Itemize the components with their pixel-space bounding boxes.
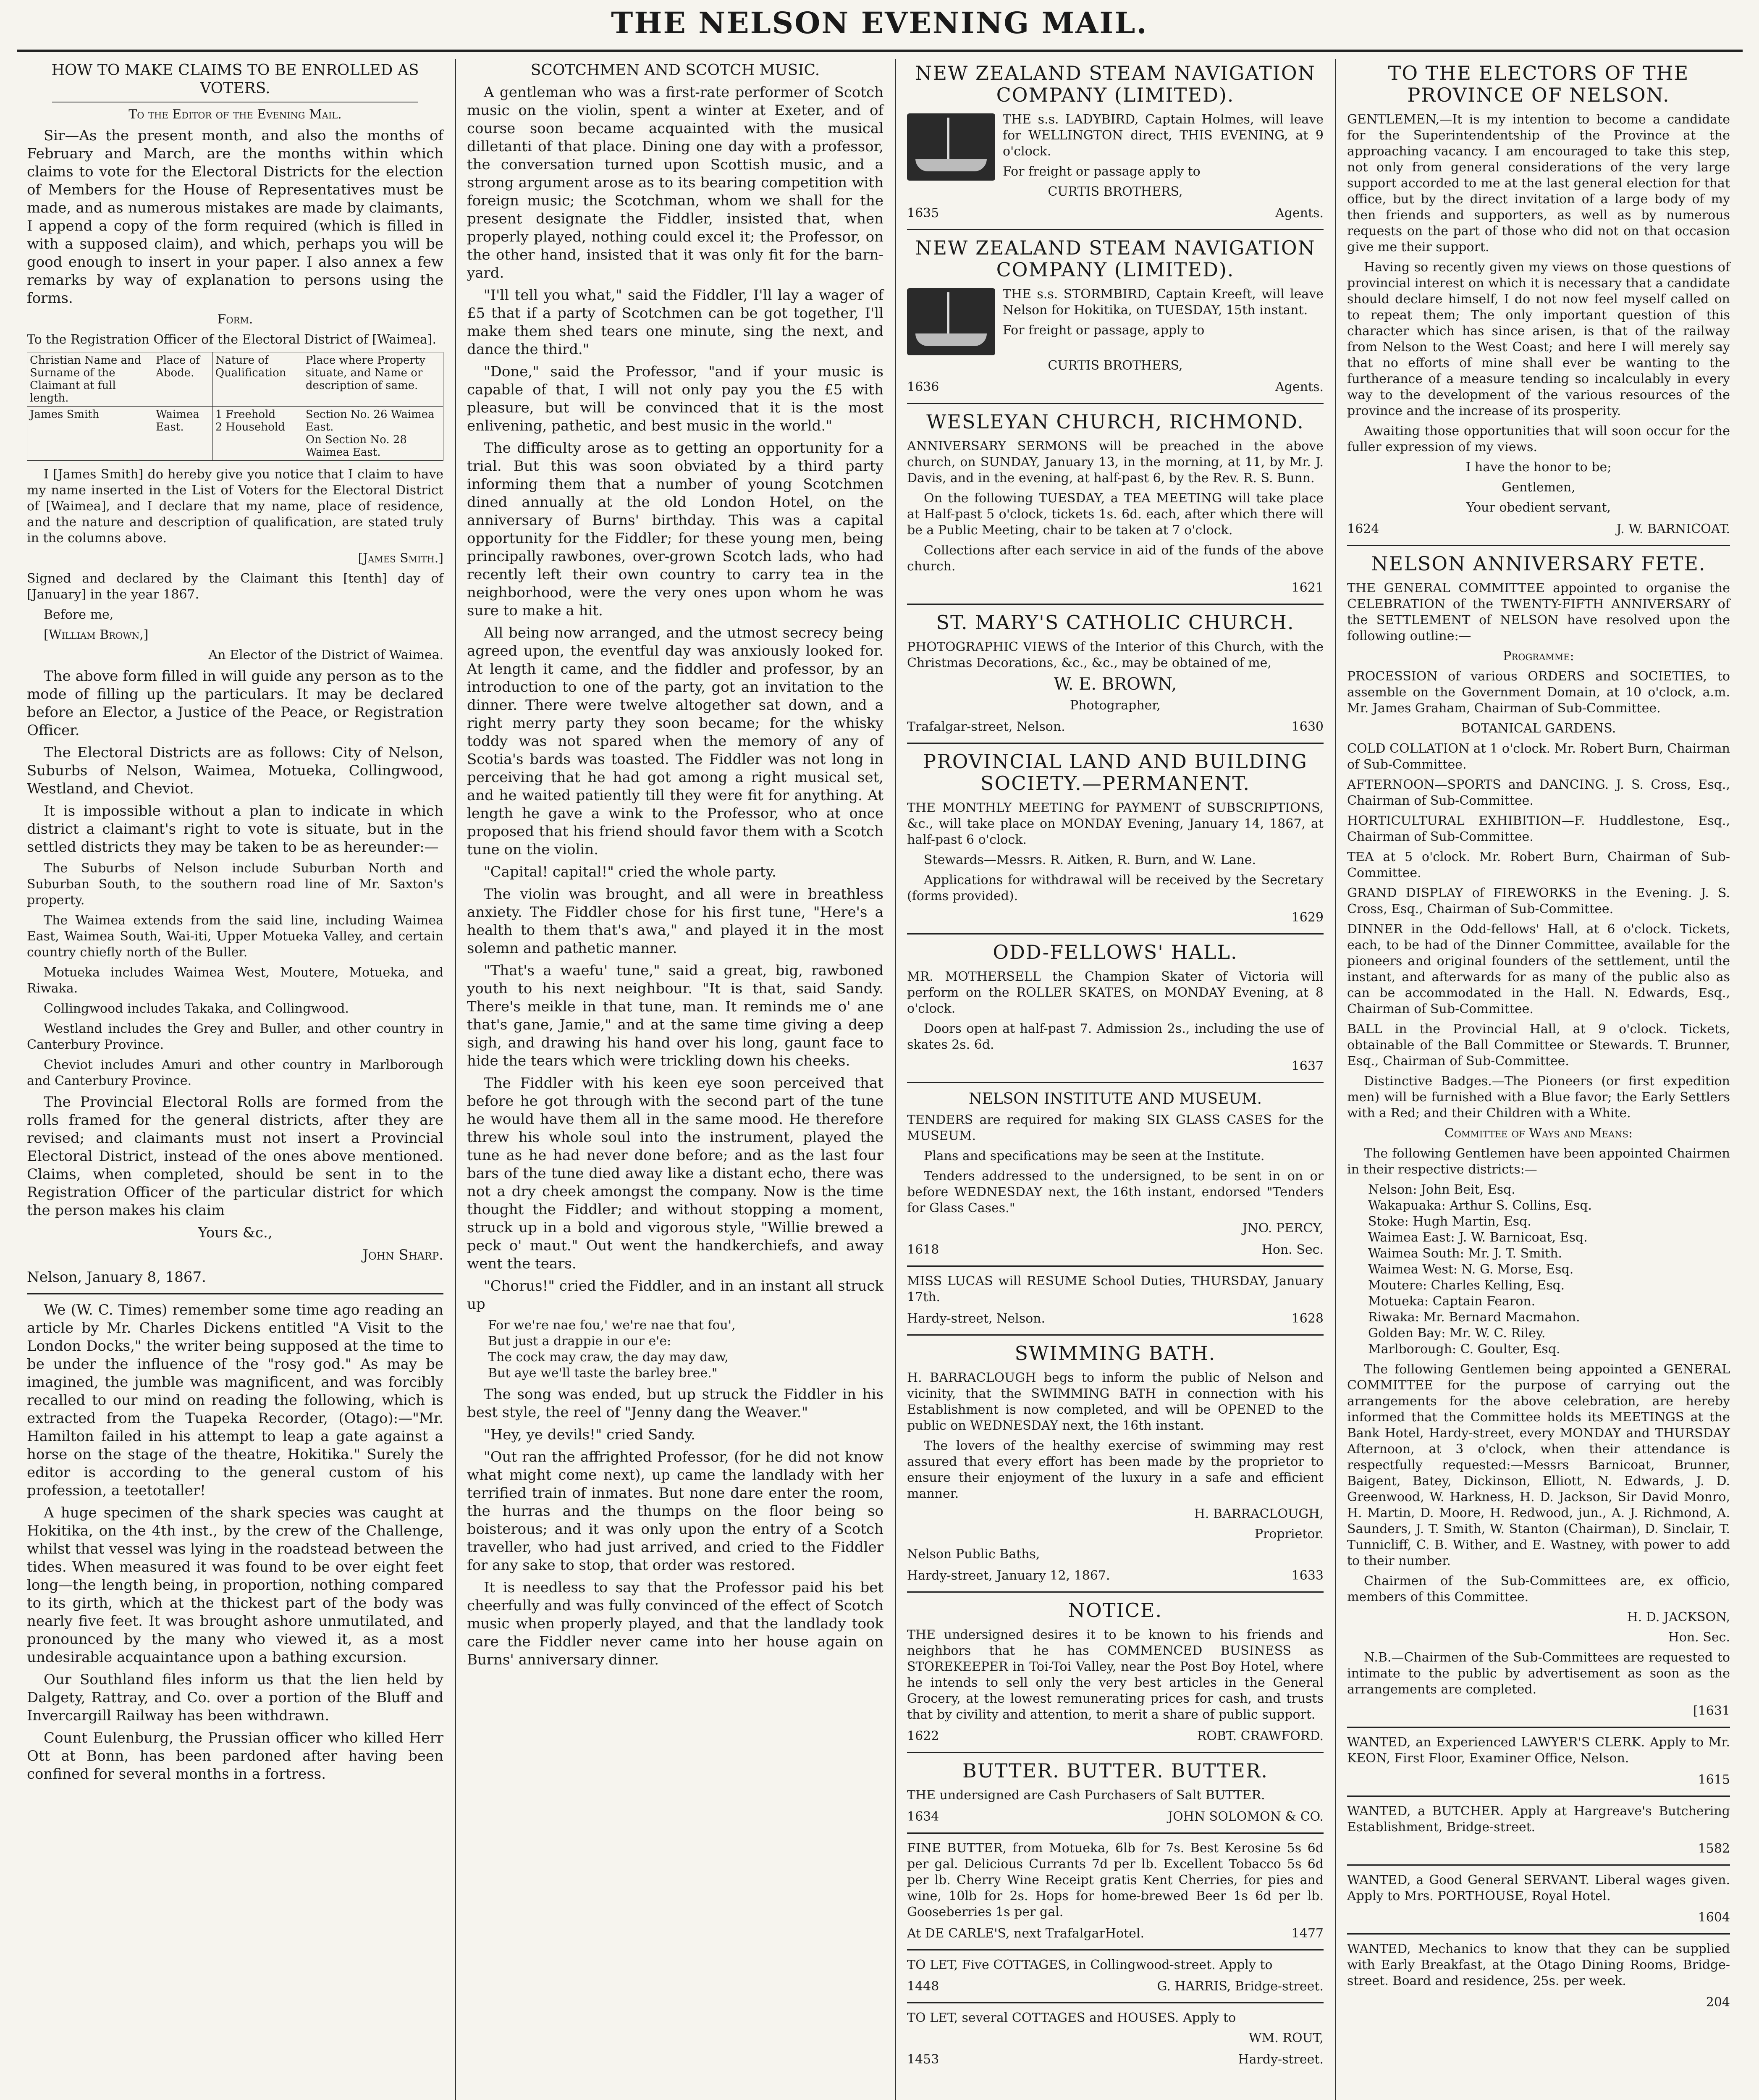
claims-paragraph: The Provincial Electoral Rolls are formed from the rolls framed for the general districts, after they are revised; and claimants must not insert a Provincial Electoral District, instead of the ones above mentioned. Claims, when completed, should be sent in to the Registration Officer of the particular district for which the person makes his claim (27, 1094, 443, 1219)
song-verse (488, 1318, 883, 1381)
form-cell: James Smith (27, 407, 153, 461)
ad-name: H. BARRACLOUGH, (1194, 1507, 1324, 1521)
ad-body: TENDERS are required for making SIX GLASS CASES for the MUSEUM. (907, 1113, 1324, 1143)
story-paragraph: "Out ran the affrighted Professor, (for he did not know what might come next), up came the landlady with her terrified train of inmates. But none dare enter the room, the hurras and the thumps on the floor being so boisterous; and it was only upon the entry of a Scotch traveller, who had just arrived, and cried to the Fiddler for any sake to stop, that order was restored. (467, 1449, 883, 1574)
ad-body: PHOTOGRAPHIC VIEWS of the Interior of this Church, with the Christmas Decorations, &c., &c., may be obtained of me, (907, 640, 1324, 670)
form-signature: [James Smith.] (358, 551, 443, 566)
ad-footer (1347, 1840, 1730, 1858)
ad-footer (907, 908, 1324, 927)
list-item: Motueka: Captain Fearon. (1368, 1294, 1536, 1309)
ad-body: THE GENERAL COMMITTEE appointed to organise the CELEBRATION of the TWENTY-FIFTH ANNIVERSARY of the SETTLEMENT of NELSON have resolved upon the following outline:— (1347, 581, 1730, 643)
ad-title: PROVINCIAL LAND AND BUILDING SOCIETY.—PERMANENT. (923, 750, 1308, 795)
divider (907, 1832, 1324, 1834)
ad-footer-text: ROBT. CRAWFORD. (1197, 1729, 1324, 1743)
programme-item: GRAND DISPLAY of FIREWORKS in the Evening. J. S. Cross, Esq., Chairman of Sub-Committee. (1347, 886, 1730, 916)
ad-number: 1615 (1698, 1772, 1730, 1787)
divider (907, 1334, 1324, 1336)
ad-title: NEW ZEALAND STEAM NAVIGATION COMPANY (LIMITED). (915, 62, 1316, 106)
ad-number: 1453 (907, 2052, 939, 2067)
ad-footer-text: Hardy-street, January 12, 1867. (907, 1568, 1110, 1583)
form-cell-line: On Section No. 28 Waimea East. (305, 433, 407, 459)
verse-line: But aye we'll taste the barley bree." (488, 1366, 718, 1381)
ad-body: ANNIVERSARY SERMONS will be preached in the above church, on SUNDAY, January 13, in the morning, at 11, by Mr. J. Davis, and in the evening, at half-past 6, by the Rev. R. S. Bunn. (907, 439, 1324, 486)
story-paragraph: "Chorus!" cried the Fiddler, and in an instant all struck up (467, 1278, 883, 1312)
ad-body: Doors open at half-past 7. Admission 2s., including the use of skates 2s. 6d. (907, 1021, 1324, 1052)
ad-body: THE s.s. LADYBIRD, Captain Holmes, will leave for WELLINGTON direct, THIS EVENING, at 9 o'clock. (1003, 112, 1324, 159)
divider (907, 933, 1324, 934)
ad-footer (907, 1727, 1324, 1745)
ad-footer-text: J. W. BARNICOAT. (1616, 522, 1730, 536)
ad-body: GENTLEMEN,—It is my intention to become a candidate for the Superintendentship of the Province at the approaching vacancy. I am encouraged to take this step, not only from general considerations of the very large support accorded to me at the last general election for that office, but by the direct invitation of a large body of my then friends and supporters, as well as by numerous requests on the part of those who did not on that occasion give me their support. (1347, 112, 1730, 255)
ad-title: BUTTER. BUTTER. BUTTER. (962, 1759, 1269, 1782)
form-cell: Waimea East. (153, 407, 213, 461)
form-elector: An Elector of the District of Waimea. (208, 648, 443, 662)
ad-footer-text: Hardy-street, Nelson. (907, 1311, 1046, 1326)
story-paragraph: A gentleman who was a first-rate performer of Scotch music on the violin, spent a winter at Exeter, and of course soon became acquainted with the musical dilletanti of that place. Dining one day with a professor, the conversation turned upon Scottish music, and a strong argument arose as to its bearing competition with foreign music; the Scotchman, whom we shall for the present designate the Fiddler, insisted that, when properly played, nothing could excel it; the Professor, on the other hand, insisted that it was only fit for the barn-yard. (467, 84, 883, 281)
ad-title: NEW ZEALAND STEAM NAVIGATION COMPANY (LIMITED). (915, 236, 1316, 281)
claim-form-table (27, 352, 443, 461)
ad-footer (1347, 1908, 1730, 1927)
ad-agent: CURTIS BROTHERS, (1048, 184, 1183, 199)
news-paragraph: A huge specimen of the shark species was caught at Hokitika, on the 4th inst., by the crew of the Challenge, whilst that vessel was lying in the roadstead between the tides. When measured it was found to be over eight feet long—the length being, in proportion, nothing compared to its girth, which at the thickest part of the body was nearly five feet. It was brought ashore unmutilated, and pronounced by the many who viewed it, as a most undesirable acquaintance upon a bathing excursion. (27, 1504, 443, 1666)
news-paragraph: Our Southland files inform us that the lien held by Dalgety, Rattray, and Co. over a portion of the Bluff and Invercargill Railway has been withdrawn. (27, 1671, 443, 1724)
ad-footer-text: At DE CARLE'S, next TrafalgarHotel. (907, 1926, 1145, 1941)
ad-number: 1624 (1347, 522, 1379, 536)
news-paragraph: Count Eulenburg, the Prussian officer who killed Herr Ott at Bonn, has been pardoned after having been confined for several months in a fortress. (27, 1730, 443, 1782)
column-rule (895, 59, 896, 2100)
ad-title: NELSON INSTITUTE AND MUSEUM. (968, 1090, 1262, 1108)
ad-role: Proprietor. (1254, 1527, 1324, 1541)
column-4 (1337, 59, 1740, 2100)
verse-line: For we're nae fou,' we're nae that fou', (488, 1318, 736, 1333)
ad-number: 1618 (907, 1242, 939, 1257)
list-item: Golden Bay: Mr. W. C. Riley. (1368, 1326, 1546, 1341)
divider (907, 1265, 1324, 1267)
chairmen-list (1368, 1182, 1730, 1357)
story-title: SCOTCHMEN AND SCOTCH MUSIC. (530, 62, 820, 79)
masthead-rule (17, 50, 1743, 52)
programme-item: COLD COLLATION at 1 o'clock. Mr. Robert Burn, Chairman of Sub-Committee. (1347, 741, 1730, 772)
ad-body: The lovers of the healthy exercise of swimming may rest assured that every effort has been made by the proprietor to ensure their enjoyment of the luxury in a safe and efficient manner. (907, 1438, 1324, 1501)
list-item: Marlborough: C. Goulter, Esq. (1368, 1342, 1560, 1357)
ad-body: Stewards—Messrs. R. Aitken, R. Burn, and W. Lane. (924, 853, 1256, 867)
ad-number: [1631 (1693, 1704, 1730, 1718)
divider (907, 403, 1324, 404)
masthead: THE NELSON EVENING MAIL. (611, 5, 1148, 40)
ad-number: 1637 (1291, 1059, 1324, 1074)
ad-number: 1604 (1698, 1910, 1730, 1925)
ad-name: JNO. PERCY, (1242, 1221, 1324, 1236)
column-3 (897, 59, 1334, 2100)
ad-title: NELSON ANNIVERSARY FETE. (1371, 552, 1706, 575)
ad-closing: Your obedient servant, (1466, 500, 1611, 515)
ad-number: 1634 (907, 1809, 939, 1824)
story-paragraph: The Fiddler with his keen eye soon perceived that before he got through with the second part of the tune he would have them all in the same mood. He therefore threw his whole soul into the instrument, played the tune as he had never done before; and as the last four bars of the tune died away like a distant echo, there was not a dry cheek amongst the company. Now is the time thought the Fiddler; and without stopping a moment, struck up in a bold and vigorous style, "Willie brewed a peck o' maut." Out went the handkerchiefs, and away went the tears. (467, 1075, 883, 1272)
list-item: Stoke: Hugh Martin, Esq. (1368, 1214, 1531, 1229)
programme-label: Programme: (1503, 649, 1574, 664)
programme-heading: BOTANICAL GARDENS. (1461, 721, 1616, 736)
list-item: Wakapuaka: Arthur S. Collins, Esq. (1368, 1198, 1592, 1213)
claims-paragraph: The above form filled in will guide any person as to the mode of filling up the particulars. It may be declared before an Elector, a Justice of the Peace, or Registration Officer. (27, 668, 443, 739)
district-note: Collingwood includes Takaka, and Collingwood. (44, 1001, 349, 1016)
divider (1347, 1864, 1730, 1866)
badges-note: Distinctive Badges.—The Pioneers (or first expedition men) will be furnished with a Blue favor; the Early Settlers with a Red; and their Children with a White. (1347, 1074, 1730, 1121)
ad-body: Having so recently given my views on those questions of provincial interest on which it is necessary that a candidate should declare himself, I do not now feel myself called on to repeat them; The only important question of this character which has since arisen, is that of the railway from Nelson to the West Coast; and here I will merely say that no efforts of mine shall ever be wanting to the furtherance of a measure tending so incalculably in every way to the development of the various resources of the province and the increase of its prosperity. (1347, 260, 1730, 418)
ad-title: WESLEYAN CHURCH, RICHMOND. (926, 410, 1304, 433)
verse-line: The cock may craw, the day may daw, (488, 1350, 729, 1365)
ad-body: H. BARRACLOUGH begs to inform the public of Nelson and vicinity, that the SWIMMING BATH in connection with his Establishment is now completed, and will be OPENED to the public on WEDNESDAY next, the 16th instant. (907, 1370, 1324, 1433)
story-paragraph: "Hey, ye devils!" cried Sandy. (484, 1426, 695, 1443)
ad-role: Hon. Sec. (1668, 1630, 1730, 1645)
column-1 (17, 59, 454, 2100)
ad-title: ODD-FELLOWS' HALL. (993, 941, 1238, 963)
divider (907, 2002, 1324, 2003)
story-paragraph: "Capital! capital!" cried the whole party. (484, 864, 776, 880)
ad-body: MISS LUCAS will RESUME School Duties, THURSDAY, January 17th. (907, 1274, 1324, 1305)
ad-footer (907, 1310, 1324, 1328)
ad-number: 1636 (907, 380, 939, 394)
ad-footer-text: Agents. (1275, 380, 1324, 394)
ad-number: 1622 (907, 1729, 939, 1743)
story-paragraph: The difficulty arose as to getting an opportunity for a trial. But this was soon obviated by a third party informing them that a number of young Scotchmen dined annually at the old London Hotel, on the anniversary of Burns' birthday. This was a capital opportunity for the Fiddler; for these young men, being principally rawbones, over-grown Scotch lads, who had recently left their own country to carry tea in the neighborhood, were the very ones upon whom he was sure to make a hit. (467, 440, 883, 619)
ad-name: H. D. JACKSON, (1627, 1610, 1730, 1625)
ad-number: 1628 (1291, 1311, 1324, 1326)
ad-body: For freight or passage apply to (1003, 164, 1201, 179)
ad-name: W. E. BROWN, (1054, 675, 1177, 694)
column-2 (457, 59, 894, 2100)
ad-footer-text: JOHN SOLOMON & CO. (1168, 1809, 1324, 1824)
claims-signature: John Sharp. (362, 1247, 443, 1263)
ad-number: 1448 (907, 1979, 939, 1994)
ad-footer (907, 1924, 1324, 1942)
form-header: Place where Property situate, and Name or description of same. (303, 352, 443, 407)
claims-paragraph: Sir—As the present month, and also the months of February and March, are the months within which claims to vote for the Electoral Districts for the election of Members for the House of Representatives must be made, and as numerous mistakes are made by claimants, I append a copy of the form required (which is filled in with a supposed claim), and which, perhaps you will be good enough to insert in your paper. I also annex a few remarks by way of explanation to persons using the forms. (27, 127, 443, 307)
ad-body: For freight or passage, apply to (1003, 323, 1205, 338)
district-note: The Suburbs of Nelson include Suburban North and Suburban South, to the southern road line of Mr. Saxton's property. (27, 861, 443, 908)
programme-item: DINNER in the Odd-fellows' Hall, at 6 o'clock. Tickets, each, to be had of the Dinner Committee, available for the pioneers and original founders of the settlement, until the instant, and afterwards for as many of the public also as can be accommodated in the Hall. N. Edwards, Esq., Chairman of Sub-Committee. (1347, 922, 1730, 1016)
ad-footer (907, 378, 1324, 396)
programme-item: HORTICULTURAL EXHIBITION—F. Huddlestone, Esq., Chairman of Sub-Committee. (1347, 814, 1730, 844)
divider (1347, 1933, 1730, 1935)
ad-footer-text: G. HARRIS, Bridge-street. (1157, 1979, 1324, 1994)
ad-footer-text: Hon. Sec. (1261, 1242, 1324, 1257)
form-before: Before me, (44, 607, 114, 622)
verse-line: But just a drappie in our e'e: (488, 1334, 671, 1349)
ad-body: On the following TUESDAY, a TEA MEETING will take place at Half-past 5 o'clock, tickets 1s. 6d. each, after which there will be a Public Meeting, chair to be taken at 7 o'clock. (907, 491, 1324, 538)
form-declaration: I [James Smith] do hereby give you notice that I claim to have my name inserted in the List of Voters for the Electoral District of [Waimea], and I declare that my name, place of residence, and the nature and description of qualification, are stated truly in the columns above. (27, 467, 443, 546)
programme-item: AFTERNOON—SPORTS and DANCING. J. S. Cross, Esq., Chairman of Sub-Committee. (1347, 777, 1730, 808)
claims-title: HOW TO MAKE CLAIMS TO BE ENROLLED AS VOTERS. (51, 62, 419, 97)
form-cell-line: Section No. 26 Waimea East. (305, 408, 435, 433)
story-paragraph: It is needless to say that the Professor paid his bet cheerfully and was fully convinced of the effect of Scotch music when properly played, and that the landlady took care the Fiddler never came into her house again on Burns' anniversary dinner. (467, 1579, 883, 1668)
divider (907, 1752, 1324, 1753)
ad-footer (907, 718, 1324, 736)
ad-role: Photographer, (1070, 698, 1161, 713)
ad-body: TO LET, Five COTTAGES, in Collingwood-street. Apply to (907, 1958, 1273, 1972)
story-paragraph: All being now arranged, and the utmost secrecy being agreed upon, the eventful day was anxiously looked for. At length it came, and the fiddler and professor, by an introduction to one of the party, got an invitation to the dinner. There were twelve altogether sat down, and a right merry party they soon became; for the whisky toddy was not spared when the memory of any of Scotia's bards was toasted. The Fiddler was not long in perceiving that he had got among a right musical set, and he waited patiently till they were fit for anything. At length he gave a wink to the Professor, who at once proposed that his friend should favor them with a Scotch tune on the violin. (467, 625, 883, 858)
form-header: Place of Abode. (153, 352, 213, 407)
list-item: Moutere: Charles Kelling, Esq. (1368, 1278, 1565, 1293)
list-item: Waimea East: J. W. Barnicoat, Esq. (1368, 1230, 1588, 1245)
ad-body: The following Gentlemen being appointed a GENERAL COMMITTEE for the purpose of carrying out the arrangements for the above celebration, are hereby informed that the Committee holds its MEETINGS at the Bank Hotel, Hardy-street, every MONDAY and THURSDAY Afternoon, at 3 o'clock, when their attendance is respectfully requested:—Messrs Barnicoat, Brunner, Baigent, Batey, Dickinson, Elliott, N. Edwards, J. D. Greenwood, W. Harkness, H. D. Jackson, Sir David Monro, H. Martin, D. Moore, H. Redwood, jun., A. J. Richmond, A. Saunders, J. T. Smith, W. Stanton (Chairman), D. Sinclair, T. Tunnicliff, C. B. Wither, and E. Wastney, with power to add to their number. (1347, 1362, 1730, 1568)
story-paragraph: The violin was brought, and all were in breathless anxiety. The Fiddler chose for his first tune, "Here's a health to them that's awa," and played it in the most solemn and pathetic manner. (467, 886, 883, 957)
ad-body: FINE BUTTER, from Motueka, 6lb for 7s. Best Kerosine 5s 6d per gal. Delicious Currants 7d per lb. Excellent Tobacco 5s 6d per lb. Cherry Wine Receipt gratis Kent Cherries, for pies and wine, 10lb for 2s. Hops for home-brewed Beer 1s 6d per lb. Gooseberries 1s per gal. (907, 1841, 1324, 1919)
ad-closing: I have the honor to be; (1465, 460, 1612, 475)
ad-number: 1630 (1291, 719, 1324, 734)
list-item: Riwaka: Mr. Bernard Macmahon. (1368, 1310, 1580, 1325)
claims-yours: Yours &c., (198, 1224, 273, 1241)
form-witness: [William Brown,] (44, 627, 149, 642)
ad-footer-text: Agents. (1275, 206, 1324, 220)
committee-label: Committee of Ways and Means: (1444, 1126, 1633, 1141)
district-note: Cheviot includes Amuri and other country in Marlborough and Canterbury Province. (27, 1058, 443, 1088)
ad-address: Nelson Public Baths, (907, 1547, 1040, 1562)
list-item: Nelson: John Beit, Esq. (1368, 1182, 1515, 1197)
ad-title: NOTICE. (1068, 1599, 1163, 1622)
claims-date: Nelson, January 8, 1867. (27, 1269, 206, 1286)
ad-body: N.B.—Chairmen of the Sub-Committees are requested to intimate to the public by advertisement as soon as the arrangements are completed. (1347, 1650, 1730, 1697)
form-signed: Signed and declared by the Claimant this [tenth] day of [January] in the year 1867. (27, 571, 443, 602)
ad-title: SWIMMING BATH. (1015, 1342, 1216, 1365)
ad-number: 204 (1706, 1995, 1730, 2010)
list-item: Waimea West: N. G. Morse, Esq. (1368, 1262, 1574, 1277)
divider (1347, 545, 1730, 546)
form-cell-line: 2 Household (215, 421, 285, 433)
form-cell (212, 407, 303, 461)
story-paragraph: The song was ended, but up struck the Fiddler in his best style, the reel of "Jenny dang the Weaver." (467, 1386, 883, 1421)
wanted-ad: WANTED, an Experienced LAWYER'S CLERK. Apply to Mr. KEON, First Floor, Examiner Office, Nelson. (1347, 1735, 1730, 1766)
ad-body: Plans and specifications may be seen at the Institute. (924, 1149, 1265, 1163)
form-cell-line: 1 Freehold (215, 408, 276, 421)
ad-footer (1347, 1993, 1730, 2011)
ad-number: 1633 (1291, 1568, 1324, 1583)
ad-body: Awaiting those opportunities that will soon occur for the fuller expression of my views. (1347, 424, 1730, 454)
ad-title: ST. MARY'S CATHOLIC CHURCH. (936, 611, 1295, 634)
claims-paragraph: It is impossible without a plan to indicate in which district a claimant's right to vote is situate, but in the settled districts they may be taken to be as hereunder:— (27, 803, 443, 856)
ad-footer (907, 1977, 1324, 1995)
ad-number: 1477 (1291, 1926, 1324, 1941)
divider (27, 1293, 443, 1294)
programme-item: TEA at 5 o'clock. Mr. Robert Burn, Chairman of Sub-Committee. (1347, 850, 1730, 880)
ad-body: Tenders addressed to the undersigned, to be sent in on or before WEDNESDAY next, the 16th instant, endorsed "Tenders for Glass Cases." (907, 1169, 1324, 1215)
story-paragraph: "Done," said the Professor, "and if your music is capable of that, I will not only pay you the £5 with pleasure, but will be convinced that it is the most enlivening, pathetic, and best music in the world." (467, 363, 883, 434)
divider (907, 229, 1324, 230)
ad-closing: Gentlemen, (1502, 480, 1575, 495)
ad-footer (907, 1057, 1324, 1075)
ad-number: 1629 (1291, 910, 1324, 925)
ad-body: THE undersigned desires it to be known to his friends and neighbors that he has COMMENCED BUSINESS as STOREKEEPER in Toi-Toi Valley, near the Post Boy Hotel, where he intends to sell only the very best articles in the General Grocery, at the lowest remunerating prices for cash, and trusts that by civility and attention, to merit a share of public support. (907, 1628, 1324, 1722)
ad-footer (907, 1567, 1324, 1585)
story-paragraph: "That's a waefu' tune," said a great, big, rawboned youth to his next neighbour. "It is that, said Sandy. There's meikle in that tune, man. It reminds me o' ane that's gane, Jamie," and at the same time giving a deep sigh, and drawing his hand over his long, gaunt face to hide the tears which were trickling down his cheeks. (467, 962, 883, 1069)
news-paragraph: We (W. C. Times) remember some time ago reading an article by Mr. Charles Dickens entitled "A Visit to the London Docks," the writer being supposed at the time to be under the influence of the "rosy god." As may be imagined, the jumble was magnificent, and was forcibly recalled to our mind on reading the following, which is extracted from the Tuapeka Recorder, (Otago):—"Mr. Hamilton failed in his attempt to leap a gate against a horse on the stage of the theatre, Hokitika." Surely the editor is according to the general custom of his profession, a teetotaller! (27, 1302, 443, 1499)
ad-footer (907, 204, 1324, 222)
divider (907, 1949, 1324, 1950)
claims-to: To the Editor of the Evening Mail. (128, 107, 342, 122)
divider (1347, 1796, 1730, 1797)
ad-footer (1347, 1702, 1730, 1720)
ad-footer (907, 1241, 1324, 1259)
form-to: To the Registration Officer of the Electoral District of [Waimea]. (27, 332, 437, 347)
form-header: Nature of Qualification (212, 352, 303, 407)
divider (1347, 1727, 1730, 1728)
ad-footer (1347, 520, 1730, 538)
ad-body: Collections after each service in aid of the funds of the above church. (907, 543, 1324, 574)
ad-body: The following Gentlemen have been appointed Chairmen in their respective districts:— (1347, 1146, 1730, 1177)
ad-body: Applications for withdrawal will be received by the Secretary (forms provided). (907, 873, 1324, 903)
wanted-ad: WANTED, Mechanics to know that they can be supplied with Early Breakfast, at the Otago Dining Rooms, Bridge-street. Board and residence, 25s. per week. (1347, 1942, 1730, 1988)
district-note: Westland includes the Grey and Buller, and other country in Canterbury Province. (27, 1021, 443, 1052)
divider (907, 1591, 1324, 1593)
ad-number: 1621 (1291, 580, 1324, 595)
ad-footer (907, 2050, 1324, 2068)
ad-body: Chairmen of the Sub-Committees are, ex officio, members of this Committee. (1347, 1574, 1730, 1604)
ad-body: THE s.s. STORMBIRD, Captain Kreeft, will leave Nelson for Hokitika, on TUESDAY, 15th instant. (1003, 287, 1324, 318)
list-item: Waimea South: Mr. J. T. Smith. (1368, 1246, 1562, 1261)
ad-number: 1582 (1698, 1841, 1730, 1856)
ad-footer (907, 579, 1324, 597)
ad-body: THE undersigned are Cash Purchasers of Salt BUTTER. (907, 1788, 1265, 1803)
ad-body: TO LET, several COTTAGES and HOUSES. Apply to (907, 2011, 1236, 2025)
wanted-ad: WANTED, a BUTCHER. Apply at Hargreave's Butchering Establishment, Bridge-street. (1347, 1804, 1730, 1835)
divider (907, 604, 1324, 605)
divider (907, 1082, 1324, 1083)
district-note: The Waimea extends from the said line, including Waimea East, Waimea South, Wai-iti, Upper Motueka Valley, and certain country chiefly north of the Buller. (27, 913, 443, 960)
programme-item: BALL in the Provincial Hall, at 9 o'clock. Tickets, obtainable of the Ball Committee or Stewards. T. Brunner, Esq., Chairman of Sub-Committee. (1347, 1022, 1730, 1068)
divider (907, 743, 1324, 744)
form-cell (303, 407, 443, 461)
story-paragraph: "I'll tell you what," said the Fiddler, I'll lay a wager of £5 that if a party of Scotchmen can be got together, I'll make them shed tears one minute, sing the next, and dance the third." (467, 287, 883, 358)
wanted-ad: WANTED, a Good General SERVANT. Liberal wages given. Apply to Mrs. PORTHOUSE, Royal Hotel. (1347, 1873, 1730, 1903)
ad-footer-text: Trafalgar-street, Nelson. (907, 719, 1065, 734)
ad-footer (1347, 1771, 1730, 1789)
ad-footer-text: Hardy-street. (1238, 2052, 1324, 2067)
ad-number: 1635 (907, 206, 939, 220)
form-label: Form. (217, 312, 253, 327)
ad-body: MR. MOTHERSELL the Champion Skater of Victoria will perform on the ROLLER SKATES, on MONDAY Evening, at 8 o'clock. (907, 969, 1324, 1016)
claims-paragraph: The Electoral Districts are as follows: City of Nelson, Suburbs of Nelson, Waimea, Motueka, Collingwood, Westland, and Cheviot. (27, 744, 443, 797)
ad-agent: CURTIS BROTHERS, (1048, 358, 1183, 373)
ad-name: WM. ROUT, (1248, 2031, 1324, 2045)
column-rule (1335, 59, 1336, 2100)
column-rule (455, 59, 456, 2100)
form-header: Christian Name and Surname of the Claimant at full length. (27, 352, 153, 407)
ad-body: THE MONTHLY MEETING for PAYMENT of SUBSCRIPTIONS, &c., will take place on MONDAY Evening, January 14, 1867, at half-past 6 o'clock. (907, 801, 1324, 847)
programme-item: PROCESSION of various ORDERS and SOCIETIES, to assemble on the Government Domain, at 10 o'clock, a.m. Mr. James Graham, Chairman of Sub-Committee. (1347, 669, 1730, 716)
steamship-icon (907, 113, 995, 181)
district-note: Motueka includes Waimea West, Moutere, Motueka, and Riwaka. (27, 965, 443, 996)
ad-footer (907, 1808, 1324, 1826)
ad-title: TO THE ELECTORS OF THE PROVINCE OF NELSON. (1388, 62, 1689, 106)
steamship-icon (907, 288, 995, 355)
